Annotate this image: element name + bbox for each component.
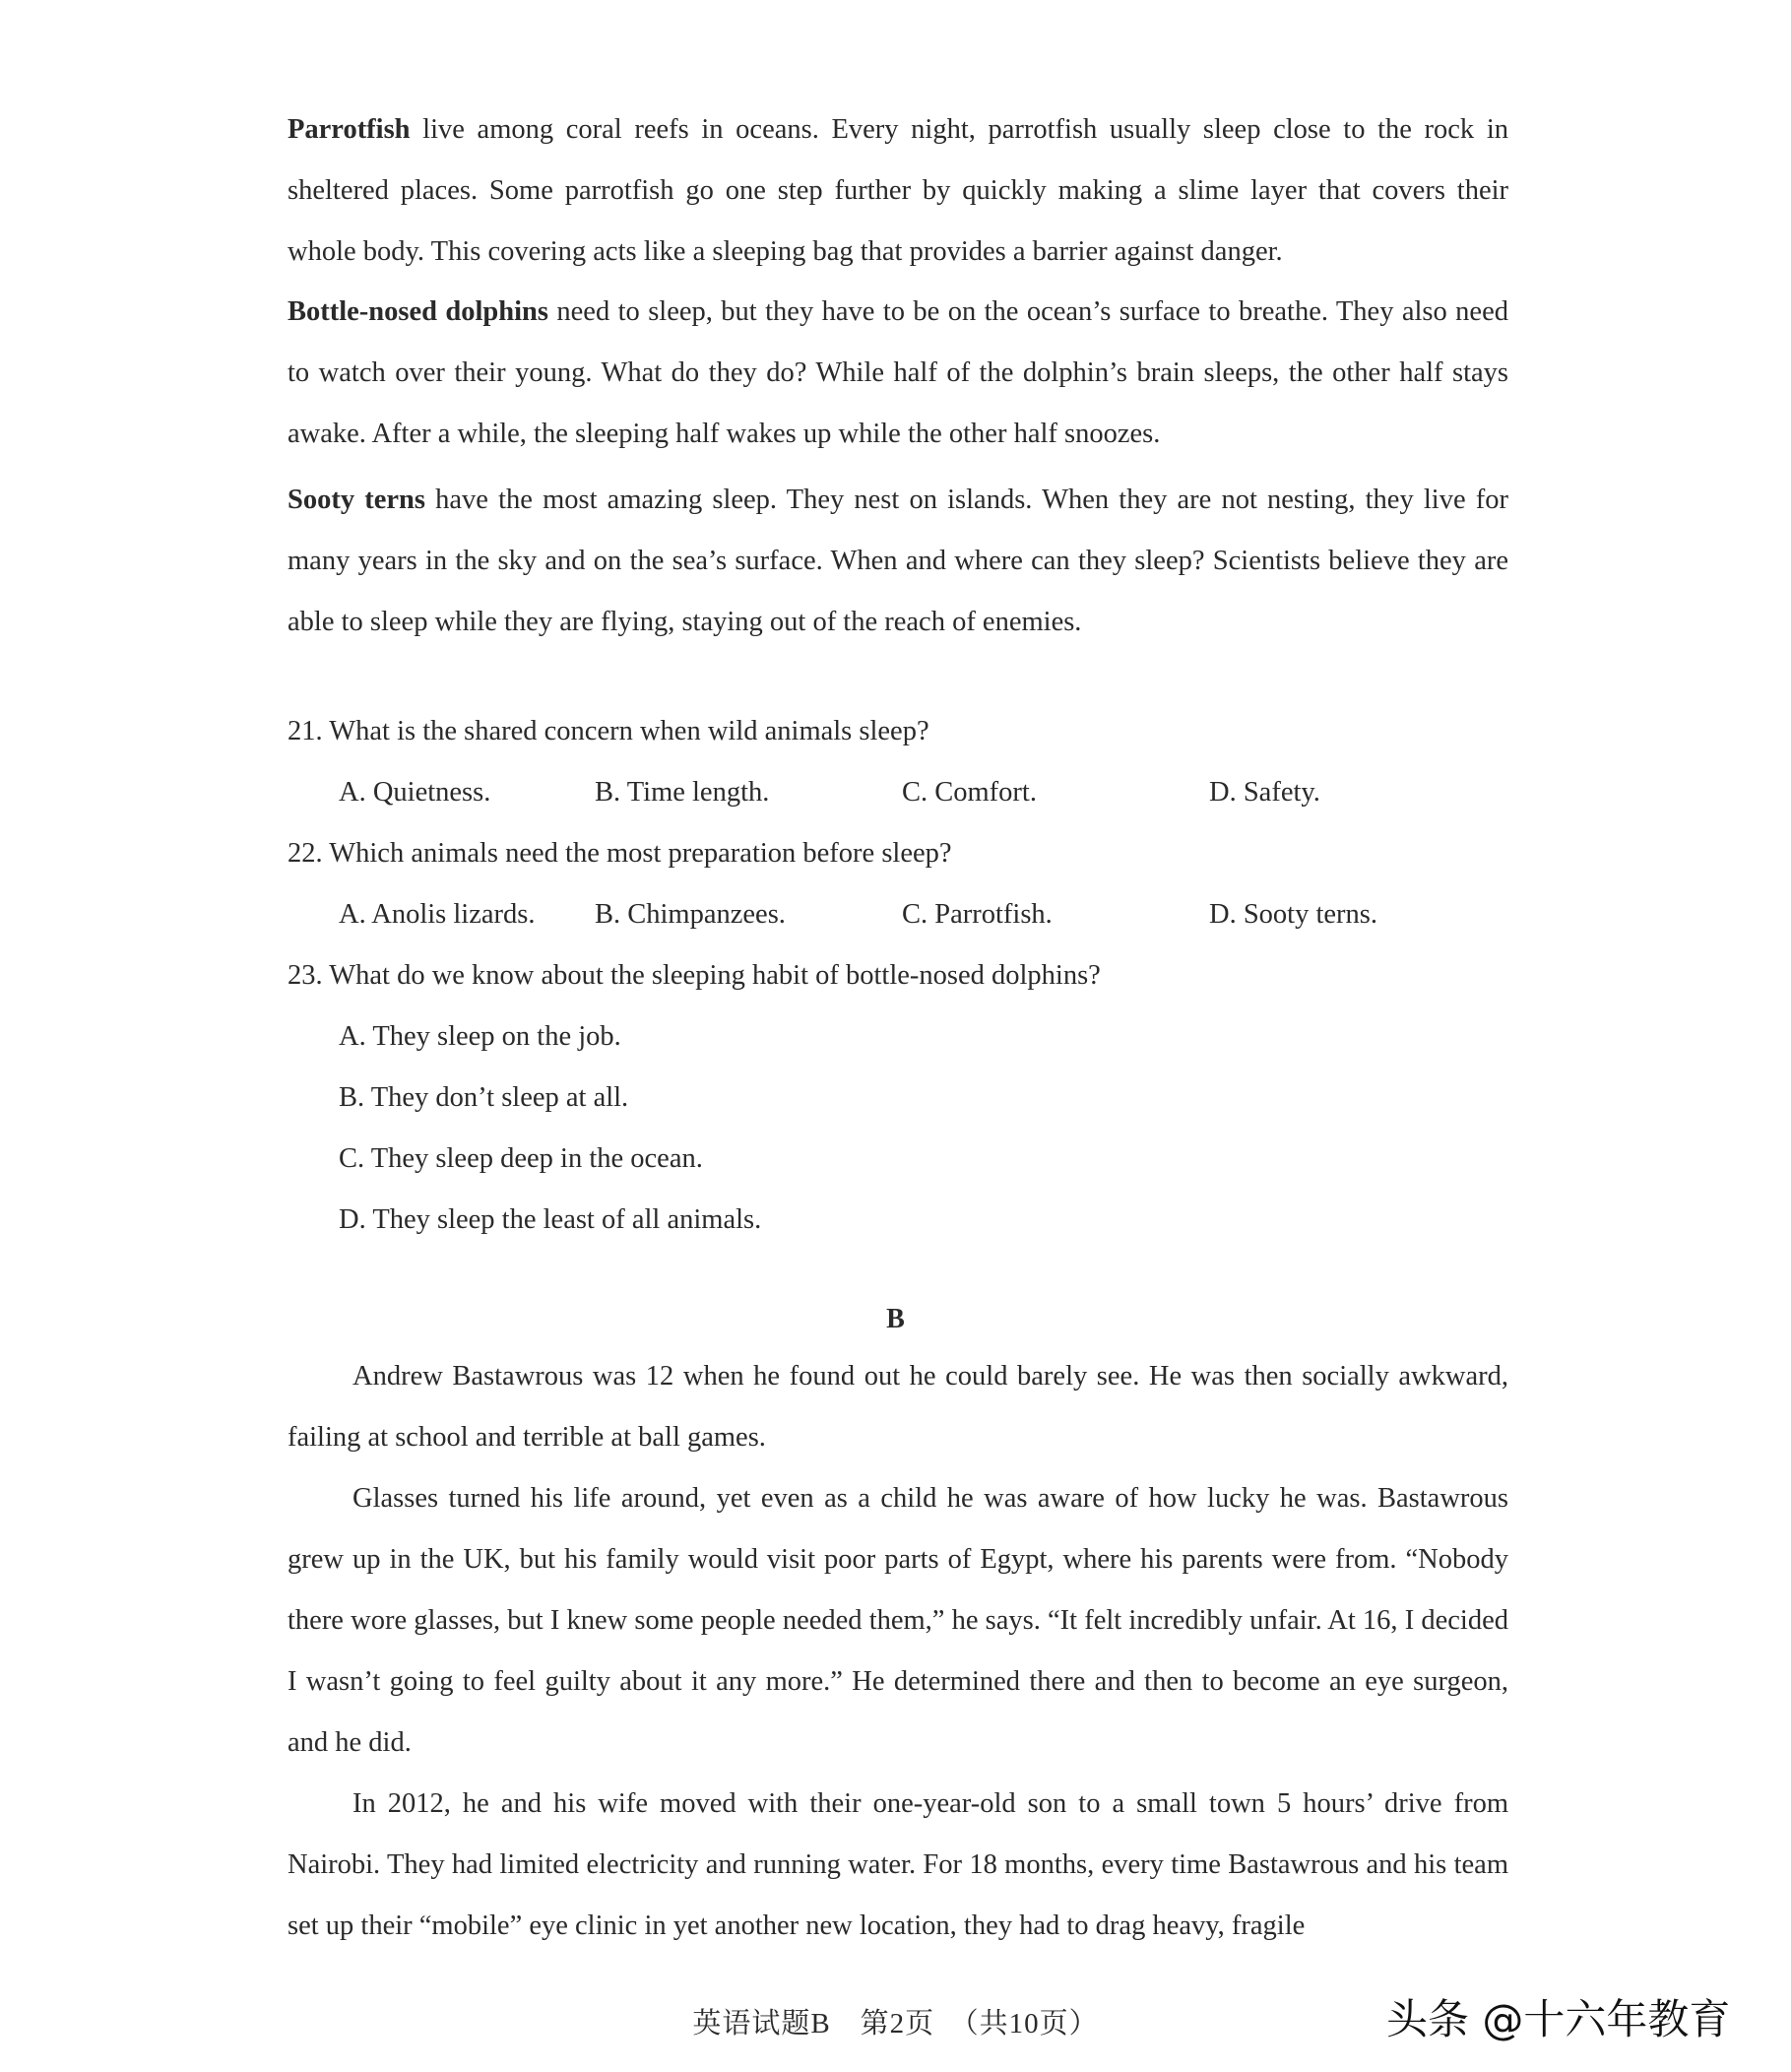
page-footer: 英语试题B 第2页 （共10页） (692, 2008, 1099, 2040)
question-23-option-a[interactable]: A. They sleep on the job. (339, 1021, 621, 1052)
question-22-option-d[interactable]: D. Sooty terns. (1209, 899, 1377, 930)
question-23-option-c[interactable]: C. They sleep deep in the ocean. (339, 1143, 703, 1174)
paragraph-b-2: Glasses turned his life around, yet even as a child he was aware of how lucky he was. Bastawrous grew up in the UK, but his family would visit poor parts of Egypt, where his parents were from. “Nobody there wore glasses, but I knew some people needed them,” he says. “It felt incredibly unfair. At 16, I decided I wasn’t going to feel guilty about it any more.” He determined there and then to become an eye surgeon, and he did. (288, 1483, 1508, 1758)
animal-name: Parrotfish (288, 114, 411, 145)
question-21-stem: 21. What is the shared concern when wild animals sleep? (288, 716, 929, 746)
passage-a-2 (288, 282, 1508, 465)
section-heading-b: B (886, 1304, 905, 1334)
paragraph-text: live among coral reefs in oceans. Every night, parrotfish usually sleep close to the rock in sheltered places. Some parrotfish go one step further by quickly making a slime layer that covers their whole body. This covering acts like a sleeping bag that provides a barrier against danger. (288, 114, 1508, 267)
question-22-option-c[interactable]: C. Parrotfish. (902, 899, 1053, 930)
passage-b (288, 1346, 1508, 1957)
question-23-stem: 23. What do we know about the sleeping habit of bottle-nosed dolphins? (288, 960, 1101, 991)
paragraph-b-3: In 2012, he and his wife moved with their one-year-old son to a small town 5 hours’ drive from Nairobi. They had limited electricity and running water. For 18 months, every time Bastawrous and his team set up their “mobile” eye clinic in yet another new location, they had to drag heavy, fragile (288, 1788, 1508, 1941)
paragraph-dolphins (288, 282, 1508, 465)
question-22-option-a[interactable]: A. Anolis lizards. (339, 899, 536, 930)
question-23-option-b[interactable]: B. They don’t sleep at all. (339, 1082, 629, 1113)
paragraph-b-1: Andrew Bastawrous was 12 when he found out he could barely see. He was then socially awkward, failing at school and terrible at ball games. (288, 1361, 1508, 1453)
animal-name: Bottle-nosed dolphins (288, 296, 548, 327)
watermark: 头条 @十六年教育 (1386, 1995, 1731, 2043)
paragraph-sooty-terns (288, 470, 1508, 653)
question-21-option-c[interactable]: C. Comfort. (902, 777, 1037, 808)
question-21-option-b[interactable]: B. Time length. (595, 777, 770, 808)
animal-name: Sooty terns (288, 485, 425, 515)
question-21-option-a[interactable]: A. Quietness. (339, 777, 491, 808)
passage-a-3 (288, 470, 1508, 653)
paragraph-text: need to sleep, but they have to be on the ocean’s surface to breathe. They also need to watch over their young. What do they do? While half of the dolphin’s brain sleeps, the other half stays awake. After a while, the sleeping half wakes up while the other half snoozes. (288, 296, 1508, 449)
passage-a (288, 99, 1508, 283)
paragraph-parrotfish (288, 99, 1508, 283)
question-22-option-b[interactable]: B. Chimpanzees. (595, 899, 786, 930)
question-23-option-d[interactable]: D. They sleep the least of all animals. (339, 1204, 762, 1235)
question-21-option-d[interactable]: D. Safety. (1209, 777, 1320, 808)
paragraph-text: have the most amazing sleep. They nest on islands. When they are not nesting, they live for many years in the sky and on the sea’s surface. When and where can they sleep? Scientists believe they are able to sleep while they are flying, staying out of the reach of enemies. (288, 485, 1508, 637)
question-22-stem: 22. Which animals need the most preparation before sleep? (288, 838, 952, 869)
